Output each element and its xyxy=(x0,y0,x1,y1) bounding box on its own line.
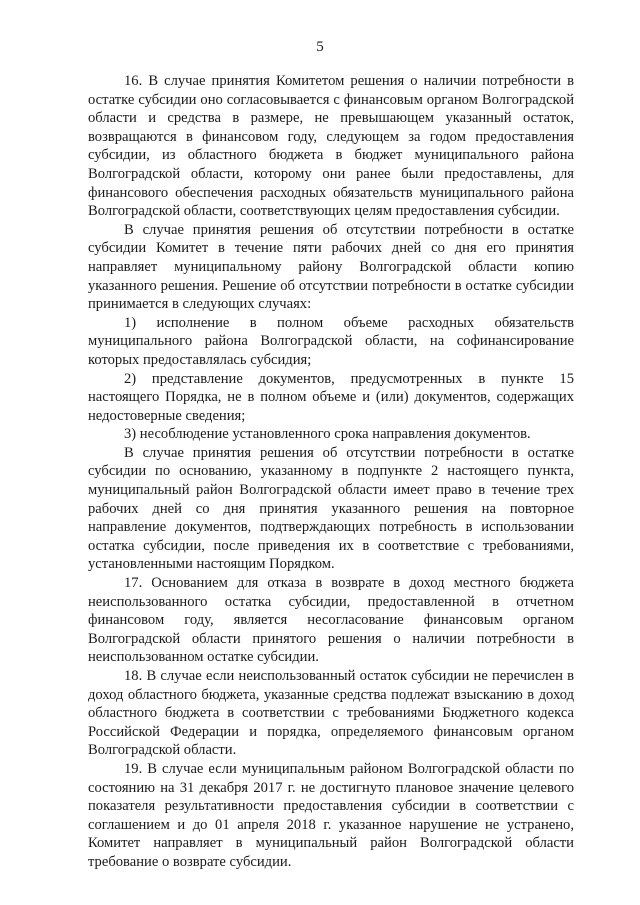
list-item-1: 1) исполнение в полном объеме расходных обязательств муниципального района Волгоградской области, на софинансирование которых предоставлялась субсидия; xyxy=(88,314,574,368)
paragraph-no-need: В случае принятия решения об отсутствии потребности в остатке субсидии Комитет в течение пяти рабочих дней со дня его принятия направляет муниципальному району Волгоградской области копию указанного решения. Решение об отсутствии потребности в остатке субсидии принимается в следующих случаях: xyxy=(88,221,574,313)
list-item-3: 3) несоблюдение установленного срока направления документов. xyxy=(124,426,531,443)
paragraph-19: 19. В случае если муниципальным районом Волгоградской области по состоянию на 31 декабря 2017 г. не достигнуто плановое значение целевого показателя результативности предоставления субсидии в соответствии с соглашением и до 01 апреля 2018 г. указанное нарушение не устранено, Комитет направляет в муниципальный район Волгоградской области требование о возврате субсидии. xyxy=(88,760,574,870)
paragraph-18: 18. В случае если неиспользованный остаток субсидии не перечислен в доход областного бюджета, указанные средства подлежат взысканию в доход областного бюджета в соответствии с требованиями Бюджетного кодекса Российской Федерации и порядка, определяемого финансовым органом Волгоградской области. xyxy=(88,668,574,759)
paragraph-17: 17. Основанием для отказа в возврате в доход местного бюджета неиспользованного остатка субсидии, предоставленной в отчетном финансовом году, является несогласование финансовым органом Волгоградской области принятого решения о наличии потребности в неиспользованном остатке субсидии. xyxy=(88,575,574,666)
page-number: 5 xyxy=(316,39,324,55)
list-item-2: 2) представление документов, предусмотренных в пункте 15 настоящего Порядка, не в полном объеме и (или) документов, содержащих недостоверные сведения; xyxy=(88,370,574,424)
document-body xyxy=(88,72,574,872)
paragraph-resubmission: В случае принятия решения об отсутствии потребности в остатке субсидии по основанию, указанному в подпункте 2 настоящего пункта, муниципальный район Волгоградской области имеет право в течение трех рабочих дней со дня принятия указанного решения на повторное направление документов, подтверждающих потребность в использовании остатка субсидии, после приведения их в соответствие с требованиями, установленными настоящим Порядком. xyxy=(88,444,574,573)
paragraph-16: 16. В случае принятия Комитетом решения о наличии потребности в остатке субсидии оно согласовывается с финансовым органом Волгоградской области и средства в размере, не превышающем указанный остаток, возвращаются в финансовом году, следующем за годом предоставления субсидии, из областного бюджета в бюджет муниципального района Волгоградской области, которому они ранее были предоставлены, для финансового обеспечения расходных обязательств муниципального района Волгоградской области, соответствующих целям предоставления субсидии. xyxy=(88,73,574,220)
